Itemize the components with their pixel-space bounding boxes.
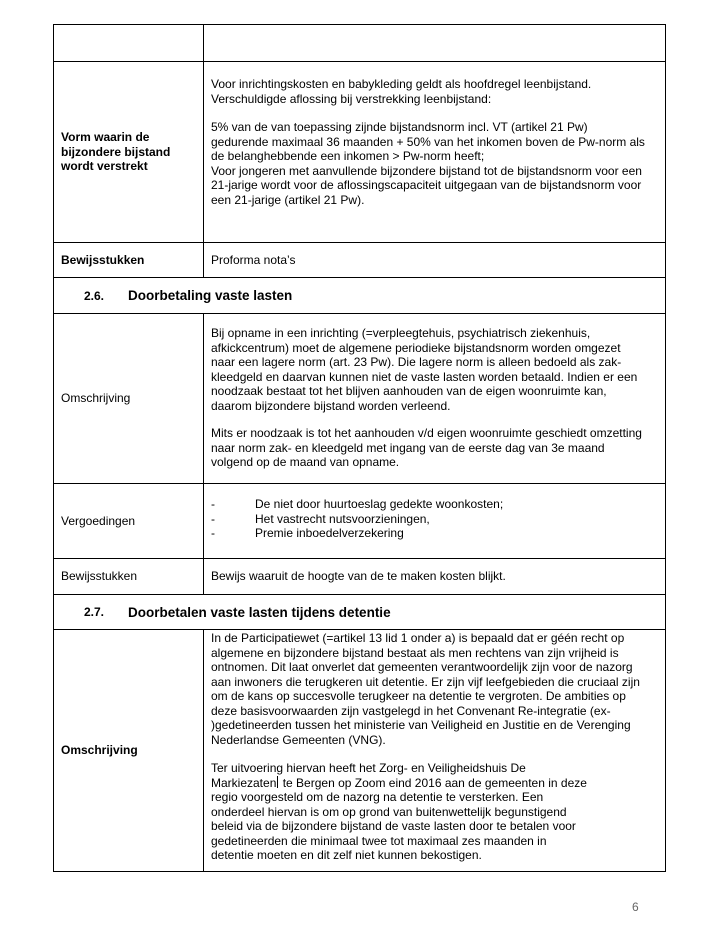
- section-number: 2.6.: [84, 288, 105, 303]
- table-row-vorm: [53, 61, 666, 242]
- bewijsstukken-text: Proforma nota’s: [211, 252, 296, 267]
- table-row-bewijsstukken-1: [53, 242, 666, 277]
- empty-label-cell: [54, 25, 204, 61]
- section-number: 2.7.: [84, 605, 105, 619]
- section-heading-2-6: [53, 277, 666, 313]
- omschrijving-label: Omschrijving: [54, 630, 204, 871]
- bullet-dash: -: [211, 497, 215, 511]
- table-row-omschrijving-1: [53, 313, 666, 483]
- omschrijving-paragraph-1: Bij opname in een inrichting (=verpleegtehuis, psychiatrisch ziekenhuis, afkickcentrum) moet de algemene periodieke bijstandsnorm worden omgezet naar een lagere norm (art. 23 Pw). Die lagere norm is alleen bedoeld als zak- kleedgeld en daarvan kunnen niet de vaste lasten worden betaald. Indien er een noodzaak bestaat tot het blijven aanhouden van de eigen woonruimte kan, daarom bijzondere bijstand worden verleend.: [211, 326, 638, 413]
- list-item-text: Het vastrecht nutsvoorzieningen,: [255, 511, 430, 526]
- vorm-paragraph-1: Voor inrichtingskosten en babykleding geldt als hoofdregel leenbijstand. Verschuldigde aflossing bij verstrekking leenbijstand:: [211, 77, 592, 106]
- list-item: [211, 512, 661, 527]
- list-item: [211, 497, 661, 512]
- paragraph-part-1: Ter uitvoering hiervan heeft het Zorg- en Veiligheidshuis De Markiezaten: [211, 761, 526, 790]
- page-number: 6: [632, 900, 639, 914]
- bullet-dash: -: [211, 511, 215, 526]
- section-title: Doorbetaling vaste lasten: [128, 288, 293, 303]
- bewijsstukken-label: Bewijsstukken: [54, 559, 204, 594]
- bewijsstukken-value: [205, 559, 665, 594]
- vorm-paragraph-2: 5% van de van toepassing zijnde bijstandsnorm incl. VT (artikel 21 Pw) gedurende maximaal 36 maanden + 50% van het inkomen boven de Pw-norm als de belanghebbende een inkomen > Pw-norm heeft; Voor jongeren met aanvullende bijzondere bijstand tot de bijstandsnorm voor een 21-jarige wordt voor de aflossingscapaciteit uitgegaan van de bijstandsnorm voor een 21-jarige (artikel 21 Pw).: [211, 120, 645, 207]
- bullet-dash: -: [211, 526, 215, 540]
- bewijsstukken-value: [205, 243, 665, 277]
- vorm-label: Vorm waarin de bijzondere bijstand wordt verstrekt: [54, 62, 204, 242]
- bewijsstukken-label: Bewijsstukken: [54, 243, 204, 277]
- omschrijving-paragraph-2: Mits er noodzaak is tot het aanhouden v/d eigen woonruimte geschiedt omzetting naar norm zak- en kleedgeld met ingang van de eerste dag van 3e maand volgend op de maand van opname.: [211, 426, 642, 469]
- vergoedingen-label: Vergoedingen: [54, 484, 204, 558]
- table-row-empty: [53, 24, 666, 61]
- list-item-text: Premie inboedelverzekering: [255, 526, 404, 540]
- empty-value-cell: [205, 25, 665, 61]
- vergoedingen-value-cell: [205, 484, 665, 558]
- bewijsstukken-text: Bewijs waaruit de hoogte van de te maken kosten blijkt.: [211, 569, 506, 584]
- omschrijving-label: Omschrijving: [54, 314, 204, 483]
- section-heading-2-7: [53, 594, 666, 629]
- paragraph-part-2: te Bergen op Zoom eind 2016 aan de gemeenten in deze regio voorgesteld om de nazorg na detentie te versterken. Een onderdeel hiervan is om op grond van buitenwettelijk begunstigend beleid via de bijzondere bijstand de vaste lasten door te betalen voor gedetineerden die minimaal twee tot maximaal zes maanden in detentie moeten en dit zelf niet kunnen bekostigen.: [211, 775, 587, 862]
- omschrijving-paragraph-1: In de Participatiewet (=artikel 13 lid 1 onder a) is bepaald dat er géén recht op algemene en bijzondere bijstand bestaat als men rechtens van zijn vrijheid is ontnomen. Dit laat onverlet dat gemeenten verantwoordelijk zijn voor de nazorg aan inwoners die terugkeren uit detentie. Er zijn vijf leefgebieden die cruciaal zijn om de kans op succesvolle terugkeer na detentie te vergroten. De ambities op deze basisvoorwaarden zijn vastgelegd in het Convenant Re-integratie (ex- )gedetineerden tussen het ministerie van Veiligheid en Justitie en de Verenging Nederlandse Gemeenten (VNG).: [211, 631, 640, 747]
- section-title: Doorbetalen vaste lasten tijdens detentie: [128, 604, 391, 620]
- table-row-bewijsstukken-2: [53, 558, 666, 594]
- omschrijving-value-cell: [205, 630, 665, 871]
- table-row-vergoedingen: [53, 483, 666, 558]
- document-table: [53, 24, 666, 872]
- omschrijving-paragraph-2: [211, 761, 661, 863]
- table-row-omschrijving-2: [53, 629, 666, 872]
- list-item-text: De niet door huurtoeslag gedekte woonkosten;: [255, 497, 504, 511]
- list-item: [211, 526, 661, 541]
- vorm-value-cell: [205, 62, 665, 242]
- omschrijving-value-cell: [205, 314, 665, 483]
